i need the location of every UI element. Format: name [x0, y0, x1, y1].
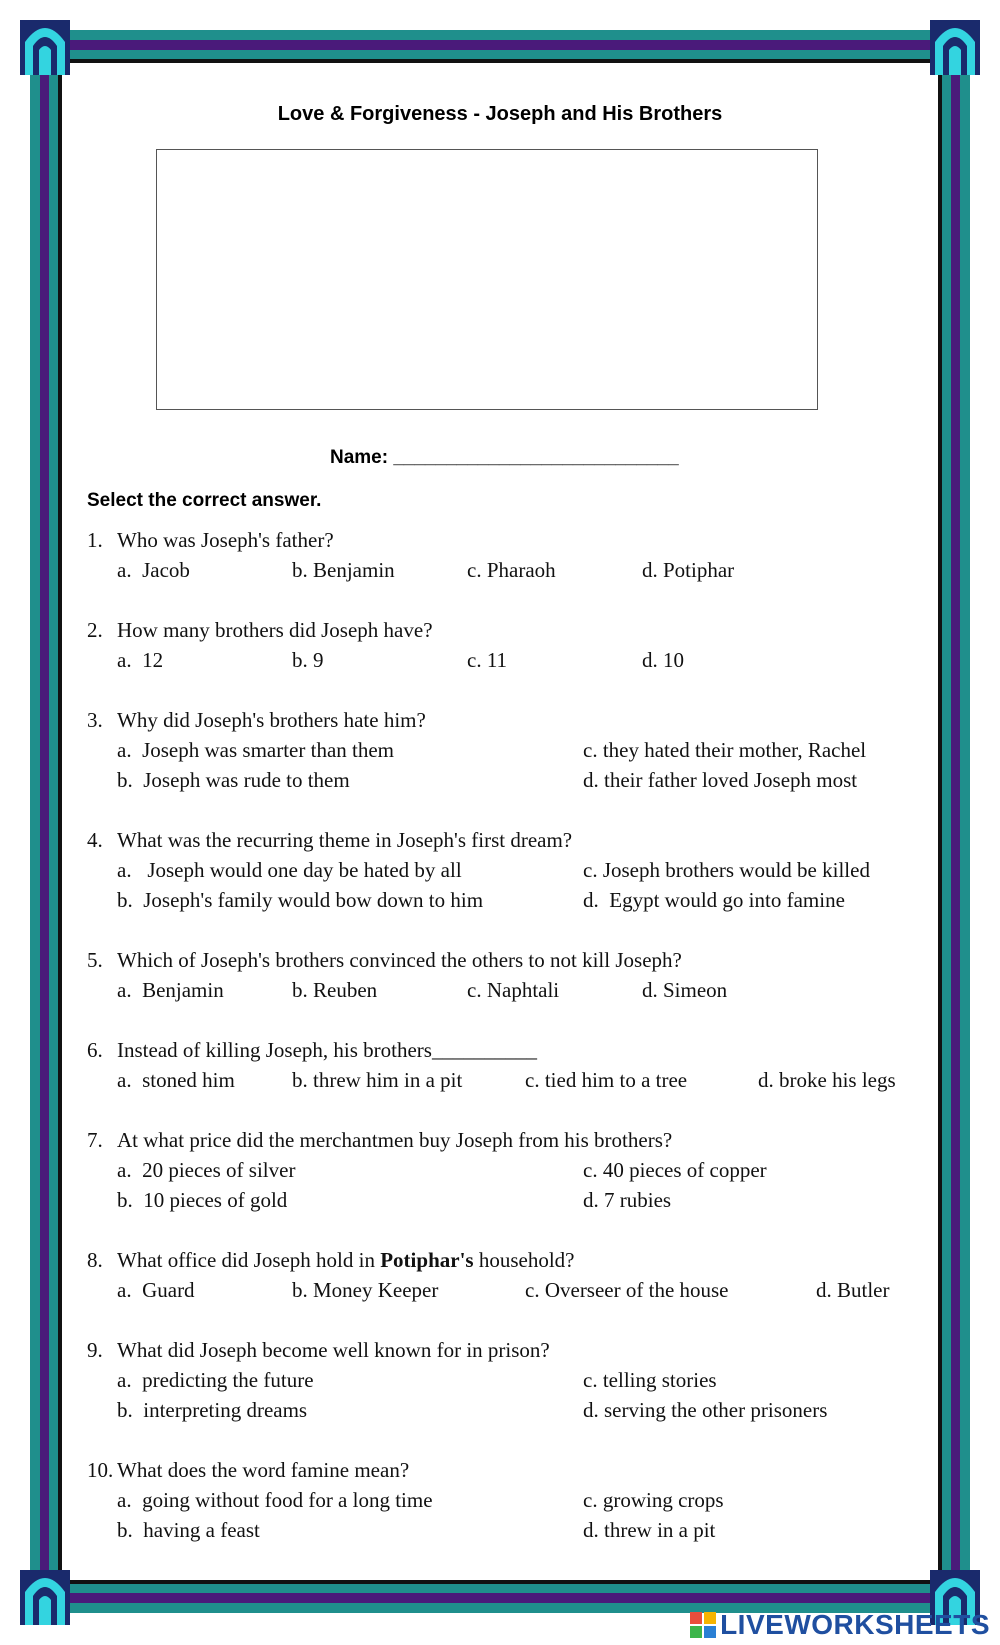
option-4a[interactable]: a. Joseph would one day be hated by all [117, 858, 462, 882]
question-1 [87, 528, 334, 553]
watermark-text: LIVEWORKSHEETS [720, 1609, 990, 1640]
option-7c[interactable]: c. 40 pieces of copper [583, 1158, 767, 1182]
question-2 [87, 618, 433, 643]
question-text: Which of Joseph's brothers convinced the others to not kill Joseph? [117, 948, 682, 972]
question-number: 5. [87, 948, 103, 972]
question-6 [87, 1038, 537, 1063]
option-4b[interactable]: b. Joseph's family would bow down to him [117, 888, 484, 912]
option-2b[interactable]: b. 9 [292, 648, 324, 672]
question-4 [87, 828, 573, 853]
question-9 [87, 1338, 550, 1363]
question-8 [87, 1248, 575, 1273]
question-text: What office did Joseph hold in Potiphar's household? [117, 1248, 575, 1272]
question-10 [87, 1458, 410, 1483]
option-5b[interactable]: b. Reuben [292, 978, 378, 1002]
question-text: What was the recurring theme in Joseph's first dream? [117, 828, 573, 852]
question-number: 9. [87, 1338, 103, 1362]
option-6d[interactable]: d. broke his legs [758, 1068, 896, 1092]
question-number: 1. [87, 528, 103, 552]
worksheet-title: Love & Forgiveness - Joseph and His Brothers [277, 103, 723, 125]
name-field[interactable]: Name: ___________________________ [330, 447, 679, 468]
option-8a[interactable]: a. Guard [117, 1278, 195, 1302]
option-5d[interactable]: d. Simeon [642, 978, 728, 1002]
option-6a[interactable]: a. stoned him [117, 1068, 235, 1092]
option-6c[interactable]: c. tied him to a tree [525, 1068, 688, 1092]
option-9c[interactable]: c. telling stories [583, 1368, 717, 1392]
question-number: 6. [87, 1038, 103, 1062]
option-6b[interactable]: b. threw him in a pit [292, 1068, 463, 1092]
option-2d[interactable]: d. 10 [642, 648, 684, 672]
question-number: 7. [87, 1128, 103, 1152]
question-text: What does the word famine mean? [117, 1458, 410, 1482]
question-number: 10. [87, 1458, 114, 1482]
question-3 [87, 708, 426, 733]
question-text: How many brothers did Joseph have? [117, 618, 433, 642]
option-7a[interactable]: a. 20 pieces of silver [117, 1158, 296, 1182]
option-4d[interactable]: d. Egypt would go into famine [583, 888, 845, 912]
instructions: Select the correct answer. [87, 490, 322, 511]
picture-box [156, 149, 818, 410]
question-text: Why did Joseph's brothers hate him? [117, 708, 426, 732]
option-8c[interactable]: c. Overseer of the house [525, 1278, 729, 1302]
option-3b[interactable]: b. Joseph was rude to them [117, 768, 350, 792]
option-5a[interactable]: a. Benjamin [117, 978, 224, 1002]
option-8b[interactable]: b. Money Keeper [292, 1278, 439, 1302]
option-4c[interactable]: c. Joseph brothers would be killed [583, 858, 870, 882]
option-3c[interactable]: c. they hated their mother, Rachel [583, 738, 867, 762]
option-5c[interactable]: c. Naphtali [467, 978, 560, 1002]
question-text: Instead of killing Joseph, his brothers__________ [117, 1038, 537, 1062]
option-10c[interactable]: c. growing crops [583, 1488, 724, 1512]
option-10b[interactable]: b. having a feast [117, 1518, 260, 1542]
question-text: Who was Joseph's father? [117, 528, 334, 552]
liveworksheets-watermark [690, 1609, 990, 1641]
option-1d[interactable]: d. Potiphar [642, 558, 735, 582]
option-10a[interactable]: a. going without food for a long time [117, 1488, 433, 1512]
question-number: 4. [87, 828, 103, 852]
option-1b[interactable]: b. Benjamin [292, 558, 395, 582]
option-1c[interactable]: c. Pharaoh [467, 558, 556, 582]
option-2a[interactable]: a. 12 [117, 648, 164, 672]
question-5 [87, 948, 682, 973]
option-2c[interactable]: c. 11 [467, 648, 508, 672]
question-text: What did Joseph become well known for in prison? [117, 1338, 550, 1362]
option-9a[interactable]: a. predicting the future [117, 1368, 314, 1392]
option-8d[interactable]: d. Butler [816, 1278, 890, 1302]
question-7 [87, 1128, 673, 1153]
question-number: 8. [87, 1248, 103, 1272]
option-7d[interactable]: d. 7 rubies [583, 1188, 672, 1212]
liveworksheets-logo-icon [690, 1612, 716, 1638]
option-1a[interactable]: a. Jacob [117, 558, 190, 582]
question-number: 3. [87, 708, 103, 732]
option-9d[interactable]: d. serving the other prisoners [583, 1398, 828, 1422]
option-7b[interactable]: b. 10 pieces of gold [117, 1188, 288, 1212]
option-10d[interactable]: d. threw in a pit [583, 1518, 716, 1542]
option-9b[interactable]: b. interpreting dreams [117, 1398, 308, 1422]
question-text: At what price did the merchantmen buy Joseph from his brothers? [117, 1128, 673, 1152]
option-3a[interactable]: a. Joseph was smarter than them [117, 738, 395, 762]
option-3d[interactable]: d. their father loved Joseph most [583, 768, 858, 792]
question-number: 2. [87, 618, 103, 642]
